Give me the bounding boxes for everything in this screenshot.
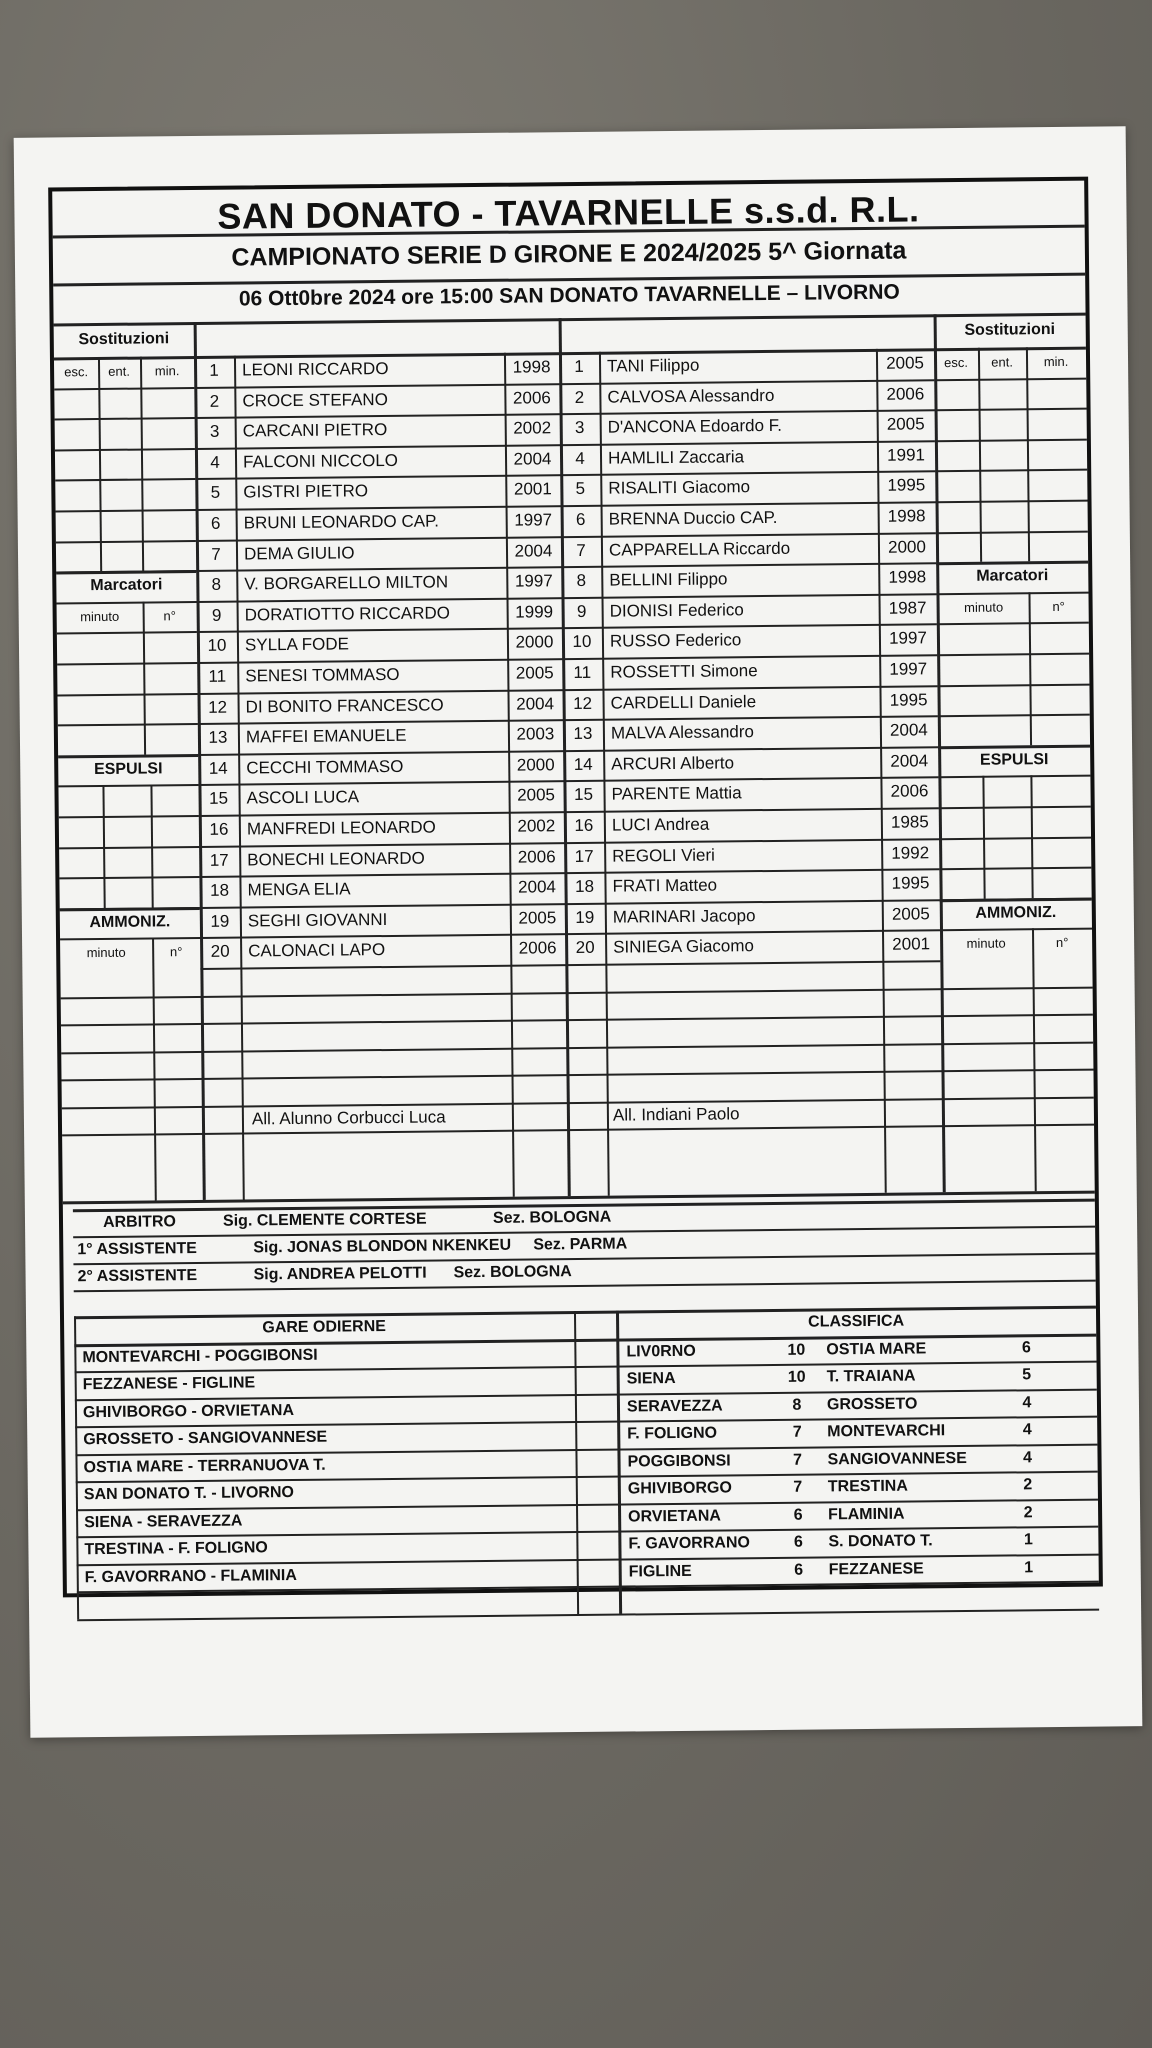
grid-line: [61, 1041, 1093, 1054]
home-player-year: 1997: [514, 571, 553, 591]
away-player-number: 14: [573, 754, 593, 774]
grid-line: [59, 846, 199, 849]
away-player-year: 1995: [889, 689, 928, 710]
home-player-name: MENGA ELIA: [247, 879, 351, 900]
away-player-name: REGOLI Vieri: [612, 845, 715, 866]
standing-team: ORVIETANA: [628, 1507, 721, 1526]
home-player-name: SEGHI GIOVANNI: [247, 909, 388, 931]
grid-line: [938, 775, 1090, 779]
match-fixture: F. GAVORRANO - FLAMINIA: [84, 1566, 297, 1586]
grid-line: [58, 723, 198, 726]
grid-line: [937, 683, 1089, 687]
away-player-year: 1997: [888, 628, 927, 649]
away-player-number: 11: [573, 662, 592, 683]
grid-line: [935, 408, 1087, 412]
away-player-number: 9: [576, 601, 587, 621]
ammoniz-label-left: AMMONIZ.: [89, 913, 171, 931]
home-player-number: 13: [208, 727, 228, 748]
classifica-label: CLASSIFICA: [808, 1312, 905, 1331]
ammoniz-label-right: AMMONIZ.: [975, 903, 1057, 922]
standing-points: 6: [793, 1533, 803, 1551]
championship-title: CAMPIONATO SERIE D GIRONE E 2024/2025 5^ Giornata: [231, 236, 907, 272]
ammoniz-n-left: n°: [169, 944, 183, 960]
home-player-name: GISTRI PIETRO: [243, 481, 369, 502]
home-player-name: V. BORGARELLO MILTON: [244, 572, 449, 594]
away-player-name: PARENTE Mattia: [611, 783, 742, 805]
home-player-year: 1997: [514, 510, 553, 530]
home-player-name: CECCHI TOMMASO: [246, 756, 404, 778]
match-fixture: TRESTINA - F. FOLIGNO: [84, 1539, 268, 1559]
match-fixture: GROSSETO - SANGIOVANNESE: [83, 1428, 328, 1449]
away-player-number: 3: [574, 418, 585, 438]
standing-team: TRESTINA: [827, 1477, 908, 1496]
standing-points: 1: [1024, 1558, 1034, 1576]
away-player-year: 2004: [890, 751, 929, 771]
home-player-year: 1999: [515, 602, 554, 622]
grid-line: [937, 622, 1089, 626]
away-player-number: 8: [576, 571, 587, 591]
grid-line: [935, 438, 1087, 442]
grid-line: [939, 836, 1091, 840]
home-player-year: 2004: [518, 877, 557, 897]
ent-label-right: ent.: [991, 354, 1013, 370]
grid-line: [74, 1316, 79, 1619]
standing-points: 6: [793, 1506, 803, 1524]
grid-line: [935, 469, 1087, 473]
home-player-year: 2003: [516, 724, 555, 744]
standing-points: 2: [1023, 1476, 1033, 1494]
home-player-year: 2005: [518, 908, 557, 928]
home-player-number: 14: [208, 758, 228, 778]
away-player-number: 17: [574, 846, 594, 866]
home-player-year: 2001: [513, 479, 552, 500]
away-player-name: CALVOSA Alessandro: [607, 385, 775, 407]
minuto-label-right: minuto: [964, 599, 1004, 615]
espulsi-label-left: ESPULSI: [93, 760, 163, 778]
grid-line: [61, 1014, 1093, 1027]
home-player-year: 2005: [515, 663, 554, 683]
home-player-name: CARCANI PIETRO: [242, 420, 388, 441]
away-player-year: 1998: [888, 567, 927, 587]
away-player-name: FRATI Matteo: [612, 875, 718, 896]
away-player-number: 1: [574, 356, 584, 377]
grid-line: [55, 448, 195, 451]
standing-points: 1: [1023, 1531, 1033, 1549]
official-section: Sez. PARMA: [533, 1235, 628, 1254]
away-player-name: RUSSO Federico: [609, 630, 742, 652]
away-player-number: 4: [575, 448, 585, 468]
grid-line: [59, 815, 199, 818]
standing-team: F. GAVORRANO: [628, 1534, 750, 1553]
standing-points: 7: [792, 1451, 803, 1469]
home-player-name: BRUNI LEONARDO CAP.: [243, 511, 440, 533]
home-player-number: 4: [210, 452, 220, 472]
marcatori-label-right: Marcatori: [976, 567, 1049, 585]
ammoniz-minuto-right: minuto: [966, 935, 1006, 952]
sostituzioni-label-right: Sostituzioni: [964, 320, 1056, 339]
grid-line: [938, 714, 1090, 718]
match-fixture: SIENA - SERAVEZZA: [84, 1512, 243, 1531]
home-player-number: 1: [209, 360, 219, 380]
official-section: Sez. BOLOGNA: [492, 1208, 612, 1227]
home-player-year: 1998: [512, 357, 551, 377]
club-title: SAN DONATO - TAVARNELLE s.s.d. R.L.: [217, 188, 920, 237]
home-player-number: 6: [210, 513, 221, 533]
home-player-name: DORATIOTTO RICCARDO: [244, 603, 451, 625]
ammoniz-minuto-left: minuto: [86, 945, 126, 961]
away-player-number: 19: [575, 907, 595, 927]
home-player-number: 5: [210, 483, 221, 503]
home-player-name: DEMA GIULIO: [243, 542, 355, 564]
away-player-number: 13: [573, 724, 593, 744]
grid-line: [934, 377, 1086, 381]
standing-points: 2: [1023, 1503, 1033, 1521]
home-player-year: 2000: [516, 755, 555, 775]
grid-line: [936, 500, 1088, 504]
standing-points: 10: [787, 1341, 806, 1359]
away-player-number: 6: [575, 509, 586, 529]
match-info: 06 Ott0bre 2024 ore 15:00 SAN DONATO TAVARNELLE – LIVORNO: [238, 280, 900, 311]
away-player-year: 2001: [892, 934, 931, 955]
home-player-year: 2006: [512, 387, 551, 408]
home-player-name: DI BONITO FRANCESCO: [245, 694, 444, 717]
away-player-year: 2005: [891, 904, 930, 924]
away-player-number: 12: [573, 693, 593, 713]
ammoniz-n-right: n°: [1055, 935, 1069, 951]
home-player-year: 2006: [518, 938, 557, 959]
away-player-number: 15: [573, 785, 594, 805]
match-fixture: OSTIA MARE - TERRANUOVA T.: [83, 1456, 326, 1476]
standing-team: T. TRAIANA: [826, 1367, 916, 1386]
grid-line: [62, 1069, 1094, 1082]
grid-line: [937, 653, 1089, 657]
away-player-number: 16: [574, 815, 594, 836]
away-player-name: CARDELLI Daniele: [610, 691, 757, 713]
home-player-number: 17: [209, 850, 229, 870]
standing-points: 4: [1022, 1421, 1032, 1439]
standing-points: 6: [1021, 1338, 1031, 1356]
grid-line: [574, 1311, 579, 1614]
home-player-year: 2004: [514, 540, 553, 561]
match-fixture: SAN DONATO T. - LIVORNO: [83, 1484, 295, 1504]
grid-line: [55, 478, 195, 481]
away-player-name: ROSSETTI Simone: [610, 661, 758, 682]
official-name: Sig. JONAS BLONDON NKENKEU: [253, 1236, 512, 1257]
grid-line: [77, 1608, 1099, 1621]
home-player-number: 2: [209, 391, 220, 411]
grid-line: [57, 693, 197, 696]
official-section: Sez. BOLOGNA: [453, 1263, 572, 1282]
grid-line: [59, 876, 199, 879]
standing-team: FIGLINE: [628, 1562, 692, 1581]
standing-team: POGGIBONSI: [627, 1451, 731, 1471]
away-player-year: 1991: [887, 445, 926, 465]
official-name: Sig. CLEMENTE CORTESE: [222, 1210, 427, 1230]
away-player-year: 1997: [889, 659, 928, 679]
home-player-name: MANFREDI LEONARDO: [246, 817, 436, 839]
grid-line: [56, 509, 196, 512]
standing-points: 8: [792, 1396, 802, 1414]
away-player-name: SINIEGA Giacomo: [613, 936, 755, 958]
home-player-number: 7: [211, 544, 221, 564]
grid-line: [939, 806, 1091, 810]
away-player-name: RISALITI Giacomo: [608, 477, 751, 499]
standing-team: SERAVEZZA: [626, 1397, 723, 1416]
home-player-year: 2002: [513, 418, 552, 438]
sostituzioni-label-left: Sostituzioni: [78, 330, 170, 349]
grid-line: [54, 313, 1086, 327]
grid-line: [936, 530, 1088, 534]
away-player-number: 20: [575, 938, 595, 958]
away-player-number: 7: [576, 540, 586, 560]
official-role: 2° ASSISTENTE: [77, 1267, 198, 1286]
match-fixture: FEZZANESE - FIGLINE: [82, 1374, 256, 1394]
grid-line: [152, 938, 157, 1201]
grid-line: [55, 417, 195, 420]
standing-team: GHIVIBORGO: [627, 1479, 732, 1498]
min-label-left: min.: [154, 363, 180, 379]
gare-odierne-label: GARE ODIERNE: [262, 1318, 386, 1337]
esc-label-right: esc.: [944, 354, 969, 371]
official-role: ARBITRO: [102, 1213, 176, 1231]
home-player-number: 8: [211, 574, 222, 595]
away-player-name: MARINARI Jacopo: [612, 905, 756, 927]
standing-points: 4: [1022, 1393, 1032, 1411]
home-player-number: 19: [210, 911, 230, 931]
away-player-year: 2005: [886, 353, 925, 373]
home-player-name: ASCOLI LUCA: [246, 787, 360, 808]
home-player-year: 2005: [517, 785, 556, 806]
away-player-year: 2006: [890, 781, 929, 802]
n-label-left: n°: [163, 607, 176, 624]
away-player-year: 2004: [889, 720, 928, 740]
away-player-name: BELLINI Filippo: [609, 569, 728, 590]
esc-label-left: esc.: [64, 364, 89, 380]
home-player-name: FALCONI NICCOLO: [242, 450, 399, 472]
grid-line: [57, 631, 197, 634]
min-label-right: min.: [1043, 353, 1069, 370]
home-player-number: 9: [211, 605, 222, 625]
marcatori-label-left: Marcatori: [90, 576, 163, 595]
standing-team: GROSSETO: [826, 1394, 918, 1413]
away-player-name: D'ANCONA Edoardo F.: [607, 416, 783, 437]
paper-sheet: [14, 126, 1143, 1738]
home-player-name: SENESI TOMMASO: [245, 664, 400, 686]
standing-team: SANGIOVANNESE: [827, 1449, 967, 1468]
away-player-name: ARCURI Alberto: [611, 753, 735, 774]
home-player-name: LEONI RICCARDO: [241, 358, 389, 380]
home-player-name: CALONACI LAPO: [248, 940, 386, 961]
grid-line: [62, 1124, 1094, 1137]
grid-line: [54, 387, 194, 390]
home-player-year: 2000: [515, 632, 554, 653]
away-player-year: 1985: [890, 812, 929, 832]
minuto-label-left: minuto: [80, 608, 120, 624]
away-player-number: 2: [574, 387, 585, 407]
home-player-number: 16: [209, 819, 229, 839]
standing-team: LIV0RNO: [626, 1342, 696, 1361]
home-player-year: 2006: [517, 846, 556, 867]
home-player-name: MAFFEI EMANUELE: [245, 725, 407, 747]
home-player-number: 20: [210, 942, 230, 962]
away-player-year: 1995: [891, 873, 930, 893]
grid-line: [62, 1096, 1094, 1109]
home-player-name: SYLLA FODE: [244, 634, 350, 655]
home-player-number: 18: [209, 880, 230, 901]
grid-line: [56, 540, 196, 543]
standing-team: F. FOLIGNO: [627, 1424, 718, 1443]
official-name: Sig. ANDREA PELOTTI: [253, 1264, 427, 1284]
home-player-number: 12: [208, 697, 228, 717]
match-fixture: MONTEVARCHI - POGGIBONSI: [82, 1346, 318, 1366]
away-player-name: LUCI Andrea: [611, 814, 710, 835]
standing-points: 10: [787, 1368, 806, 1386]
ent-label-left: ent.: [108, 363, 131, 379]
match-report-form: [48, 177, 1103, 1598]
standing-team: S. DONATO T.: [828, 1532, 933, 1551]
grid-line: [939, 867, 1091, 871]
standing-team: FLAMINIA: [828, 1505, 905, 1523]
home-player-number: 3: [209, 421, 220, 442]
standing-team: SIENA: [626, 1370, 676, 1388]
official-role: 1° ASSISTENTE: [77, 1240, 197, 1259]
standing-team: MONTEVARCHI: [827, 1422, 946, 1441]
grid-line: [61, 986, 1093, 999]
standing-team: FEZZANESE: [828, 1559, 924, 1578]
home-player-name: CROCE STEFANO: [242, 389, 388, 411]
away-player-number: 10: [572, 632, 592, 652]
away-player-name: MALVA Alessandro: [610, 722, 755, 743]
grid-line: [57, 662, 197, 665]
grid-line: [58, 784, 198, 787]
n-label-right: n°: [1052, 598, 1065, 614]
home-player-number: 11: [208, 666, 227, 686]
away-player-number: 5: [575, 479, 586, 499]
standing-points: 4: [1022, 1448, 1033, 1466]
home-player-year: 2004: [516, 693, 555, 714]
away-player-name: DIONISI Federico: [609, 600, 744, 621]
away-player-year: 2006: [886, 383, 925, 404]
home-player-number: 15: [209, 789, 229, 809]
home-player-number: 10: [207, 636, 227, 656]
standing-points: 6: [794, 1561, 804, 1579]
home-player-year: 2002: [517, 816, 556, 836]
match-fixture: GHIVIBORGO - ORVIETANA: [82, 1401, 295, 1421]
away-player-name: BRENNA Duccio CAP.: [608, 507, 778, 529]
away-player-year: 1987: [888, 598, 927, 618]
standing-points: 5: [1022, 1366, 1032, 1384]
away-player-name: CAPPARELLA Riccardo: [608, 538, 791, 560]
away-player-year: 2005: [886, 414, 925, 434]
home-player-year: 2004: [513, 449, 552, 469]
away-player-name: HAMLILI Zaccaria: [607, 447, 745, 468]
grid-line: [616, 1311, 622, 1614]
standing-points: 7: [793, 1478, 803, 1496]
away-player-number: 18: [574, 877, 595, 897]
home-coach: All. Alunno Corbucci Luca: [251, 1106, 446, 1128]
home-player-name: BONECHI LEONARDO: [247, 848, 425, 870]
standing-points: 7: [792, 1423, 802, 1441]
away-player-year: 1998: [887, 506, 926, 526]
standing-team: OSTIA MARE: [826, 1339, 927, 1358]
grid-line: [1032, 929, 1037, 1192]
away-coach: All. Indiani Paolo: [612, 1103, 740, 1125]
away-player-name: TANI Filippo: [606, 355, 700, 376]
away-player-year: 2000: [887, 536, 926, 557]
espulsi-label-right: ESPULSI: [979, 750, 1049, 769]
away-player-year: 1992: [891, 842, 930, 863]
away-player-year: 1995: [887, 475, 926, 496]
